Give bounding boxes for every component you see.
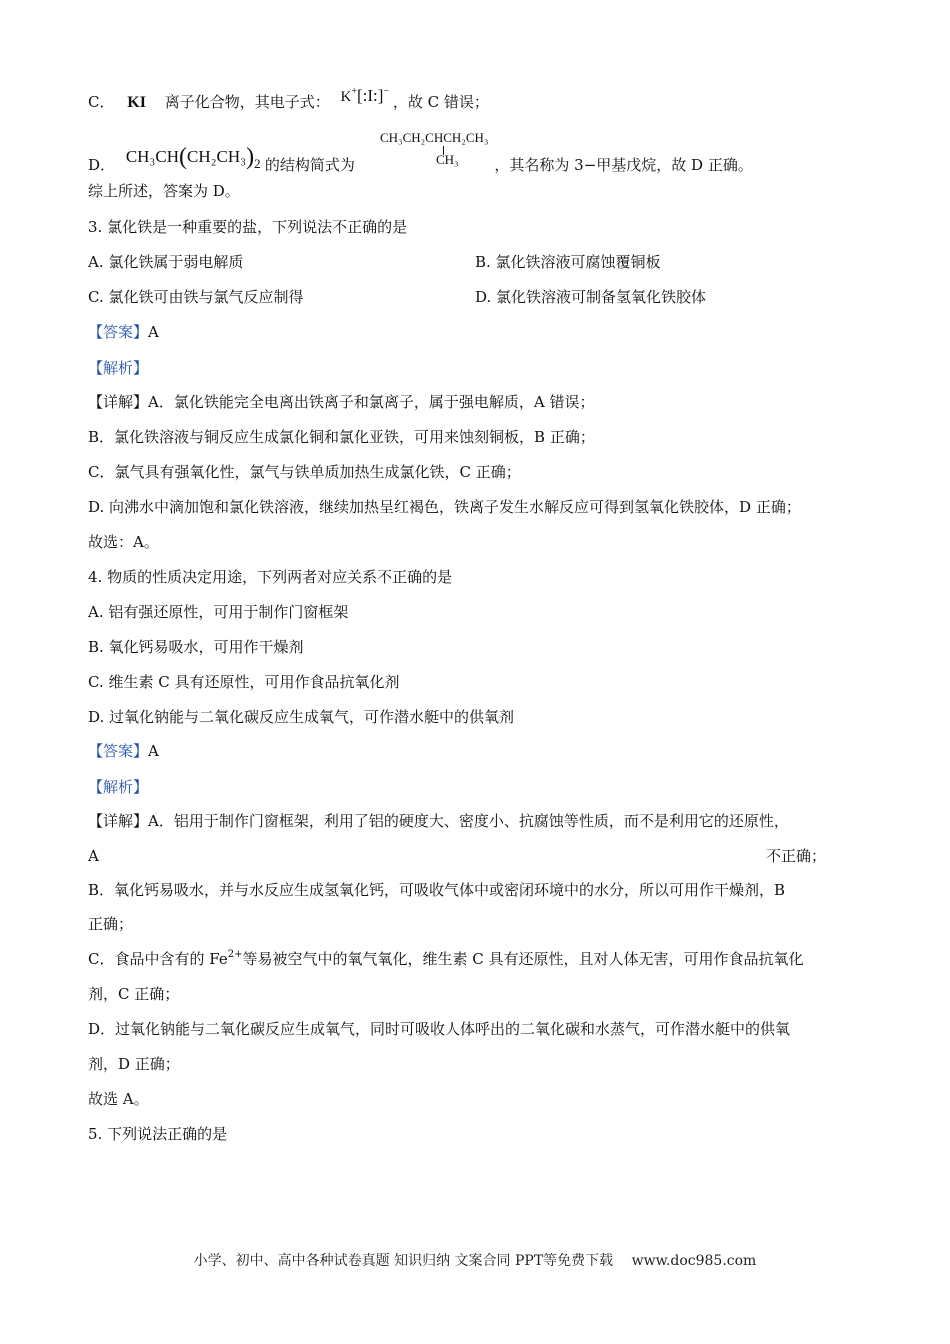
q4-choose: 故选 A。 [88, 1090, 149, 1108]
q3-detail-a: 【详解】A．氯化铁能完全电离出铁离子和氯离子，属于强电解质，A 错误； [88, 393, 595, 411]
q3-option-d: D. 氯化铁溶液可制备氢氧化铁胶体 [475, 288, 707, 306]
q3-choose: 故选：A。 [88, 533, 159, 551]
structural-formula: CH₃CH₂CHCH₂CH₃ CH₃ [380, 130, 489, 167]
q4-detail-a1: 【详解】A．铝用于制作门窗框架，利用了铝的硬度大、密度小、抗腐蚀等性质，而不是利用它的还原性， [88, 812, 789, 830]
q4-option-c: C. 维生素 C 具有还原性，可用作食品抗氧化剂 [88, 673, 400, 691]
q3-options-row1: A. 氯化铁属于弱电解质 [88, 253, 244, 271]
question-5: 5. 下列说法正确的是 [88, 1125, 228, 1143]
option-c-explanation: C． KI 离子化合物，其电子式： K+[:I:]− ，故 C 错误； [88, 86, 489, 111]
q3-answer: 【答案】A [88, 323, 159, 341]
answer-tag: 【答案】 [88, 742, 149, 760]
q4-answer: 【答案】A [88, 742, 159, 760]
question-4: 4. 物质的性质决定用途，下列两者对应关系不正确的是 [88, 568, 453, 586]
q4-detail-b1: B．氧化钙易吸水，并与水反应生成氢氧化钙，可吸收气体中或密闭环境中的水分，所以可用作干燥剂，B [88, 881, 786, 899]
q4-option-a: A. 铝有强还原性，可用于制作门窗框架 [88, 603, 349, 621]
q4-detail-d2: 剂，D 正确； [88, 1055, 180, 1073]
q4-detail-c1: C．食品中含有的 $Fe^{2+}$等易被空气中的氧气氧化，维生素 C 具有还原性，且对人体无害，可用作食品抗氧化 [88, 949, 804, 968]
q4-detail-d1: D．过氧化钠能与二氧化碳反应生成氧气，同时可吸收人体呼出的二氧化碳和水蒸气，可作潜水艇中的供氧 [88, 1020, 791, 1038]
q3-option-c: C. 氯化铁可由铁与氯气反应制得 [88, 288, 304, 306]
question-3: 3. 氯化铁是一种重要的盐，下列说法不正确的是 [88, 218, 408, 236]
answer-tag: 【答案】 [88, 323, 149, 341]
page-footer: 小学、初中、高中各种试卷真题 知识归纳 文案合同 PPT等免费下载 www.doc985.com [193, 1253, 757, 1269]
q4-detail-c2: 剂，C 正确； [88, 985, 180, 1003]
q4-detail-b2: 正确； [88, 915, 134, 933]
detail-tag: 【详解】 [88, 812, 149, 830]
detail-tag: 【详解】 [88, 393, 149, 411]
q3-detail-c: C．氯气具有强氧化性，氯气与铁单质加热生成氯化铁，C 正确； [88, 463, 521, 481]
q4-detail-a2: A [88, 847, 99, 865]
q3-detail-b: B．氯化铁溶液与铜反应生成氯化铜和氯化亚铁，可用来蚀刻铜板，B 正确； [88, 428, 595, 446]
q4-detail-a2-right: 不正确； [766, 847, 827, 865]
ki-formula: KI [127, 94, 146, 111]
q3-detail-d: D. 向沸水中滴加饱和氯化铁溶液，继续加热呈红褐色，铁离子发生水解反应可得到氢氧化铁胶体，D 正确； [88, 498, 801, 516]
q4-analysis-tag: 【解析】 [88, 778, 149, 796]
option-d-explanation: D． $CH_3CH(CH_2CH_3)_2$ 的结构简式为 ，其名称为 3−甲基戊烷，故 D 正确。 [88, 144, 753, 174]
q3-analysis-tag: 【解析】 [88, 359, 149, 377]
summary-q2: 综上所述，答案为 D。 [88, 182, 240, 200]
condensed-formula: $CH_3CH(CH_2CH_3)_2$ [125, 144, 261, 171]
q4-option-b: B. 氧化钙易吸水，可用作干燥剂 [88, 638, 304, 656]
q4-option-d: D. 过氧化钠能与二氧化碳反应生成氧气，可作潜水艇中的供氧剂 [88, 708, 515, 726]
q3-option-b: B. 氯化铁溶液可腐蚀覆铜板 [475, 253, 661, 271]
electron-formula: K+[:I:]− [340, 86, 390, 105]
